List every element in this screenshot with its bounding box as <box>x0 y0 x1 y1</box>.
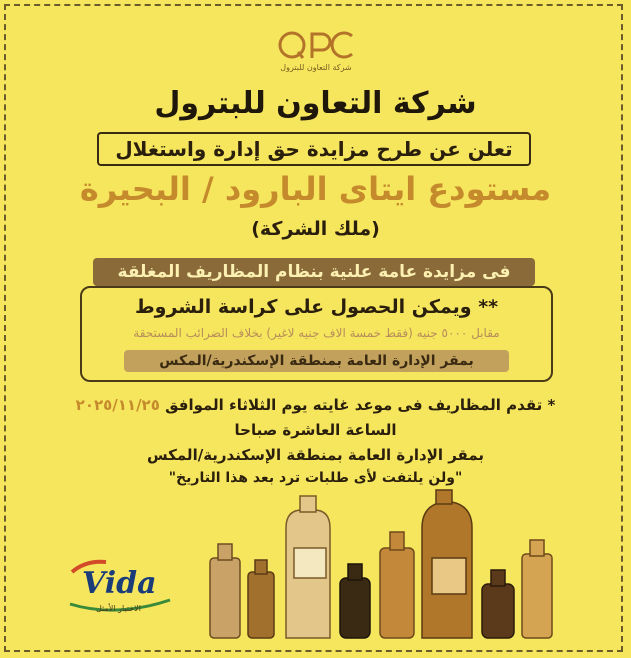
announcement-box: تعلن عن طرح مزايدة حق إدارة واستغلال <box>97 132 531 166</box>
disclaimer-note: "ولن يلتفت لأى طلبات ترد بعد هذا التاريخ" <box>168 470 463 486</box>
warehouse-title: مستودع ايتاى البارود / البحيرة <box>79 170 552 208</box>
bottle-icon <box>210 544 240 638</box>
qpc-logo-icon <box>276 28 356 62</box>
logo-subtitle: شركة التعاون للبترول <box>280 63 352 72</box>
brand-name: Vida <box>82 566 157 601</box>
deadline-line <box>0 396 631 414</box>
auction-type-banner: فى مزايدة عامة علنية بنظام المظاريف المغلقة <box>93 258 535 286</box>
terms-heading: ** ويمكن الحصول على كراسة الشروط <box>134 296 499 318</box>
company-name: شركة التعاون للبترول <box>154 86 477 121</box>
terms-location-banner: بمقر الإدارة العامة بمنطقة الإسكندرية/المكس <box>124 350 509 372</box>
terms-price: مقابل ٥٠٠٠ جنيه (فقط خمسة الاف جنيه لاغير) بخلاف الضرائب المستحقة <box>133 326 500 340</box>
bottle-icon <box>522 540 552 638</box>
vida-brand-logo <box>66 556 176 618</box>
company-logo <box>266 28 366 84</box>
deadline-date: ٢٠٢٥/١١/٢٥ <box>75 396 160 414</box>
bottle-icon <box>340 564 370 638</box>
submission-location: بمقر الإدارة العامة بمنطقة الإسكندرية/المكس <box>146 446 485 464</box>
deadline-time: الساعة العاشرة صباحا <box>234 421 397 439</box>
bottle-icon <box>248 560 274 638</box>
brand-tagline: الاختيار الأمثل <box>96 604 141 613</box>
jug-icon <box>422 490 472 638</box>
ownership-label: (ملك الشركة) <box>251 218 380 240</box>
deadline-text: * تقدم المظاريف فى موعد غايته يوم الثلاثاء الموافق <box>165 396 556 414</box>
bottle-icon <box>380 532 414 638</box>
bottle-icon <box>286 496 330 638</box>
product-bottles-image <box>200 488 562 644</box>
terms-box <box>80 286 553 382</box>
bottle-icon <box>482 570 514 638</box>
